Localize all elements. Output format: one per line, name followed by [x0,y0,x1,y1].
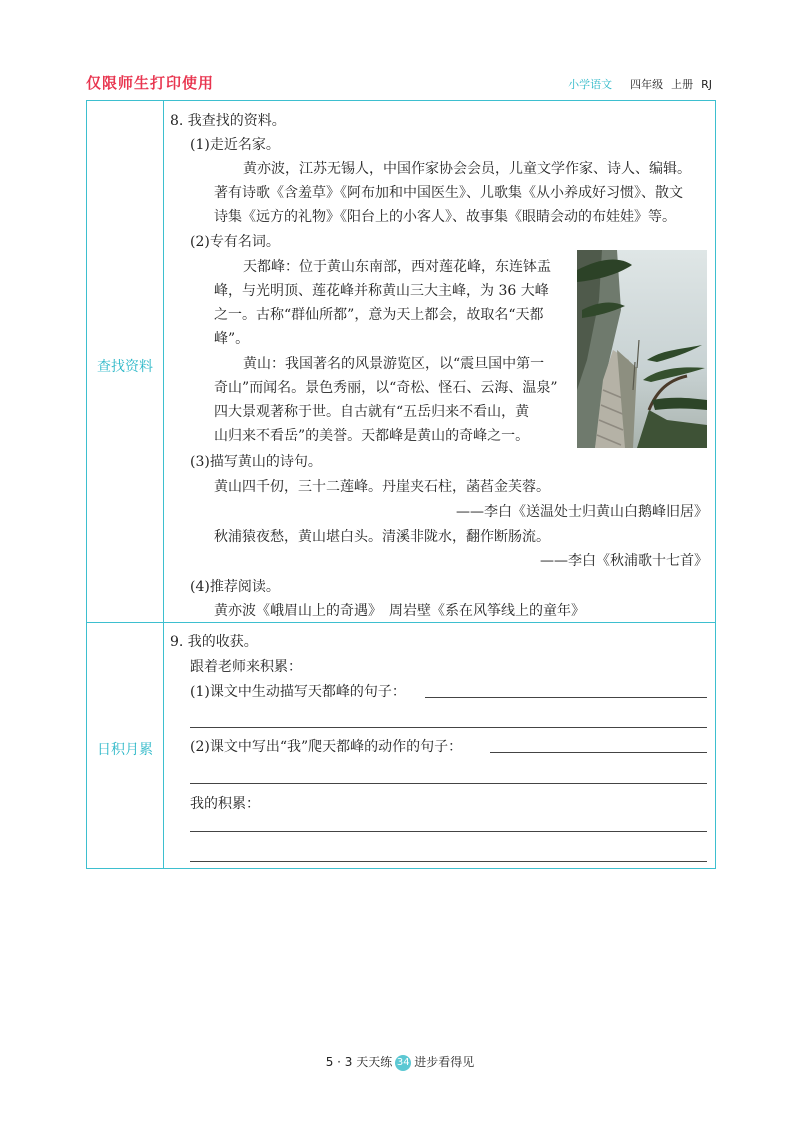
watermark-title: 仅限师生打印使用 [86,74,215,92]
section-title-8: 8. 我查找的资料。 [170,113,286,129]
poem-line: 黄山四千仞，三十二莲峰。丹崖夹石柱，菡萏金芙蓉。 [214,479,550,495]
answer-line[interactable] [190,727,707,728]
poem-source: ——李白《秋浦歌十七首》 [540,553,708,569]
paragraph-line: 峰，与光明顶、莲花峰并称黄山三大主峰，为 36 大峰 [214,283,549,299]
paragraph-line: 峰”。 [214,331,250,347]
answer-line[interactable] [425,697,707,698]
row-divider [87,622,715,623]
paragraph-line: 天都峰：位于黄山东南部，西对莲花峰，东连钵盂 [243,259,551,275]
paragraph-line: 四大景观著称于世。自古就有“五岳归来不看山，黄 [214,404,530,420]
poem-line: 秋浦猿夜愁，黄山堪白头。清溪非陇水，翻作断肠流。 [214,529,550,545]
answer-line[interactable] [190,831,707,832]
grade-label: 四年级 [630,78,664,91]
edition-label: RJ [701,78,712,91]
paragraph-line: 黄山：我国著名的风景游览区，以“震旦国中第一 [243,356,545,372]
footer-brand: 5 · 3 天天练 [325,1055,393,1069]
section-label-accumulation: 日积月累 [97,742,153,758]
section-label-research: 查找资料 [97,359,153,375]
paragraph-line: 诗集《远方的礼物》《阳台上的小客人》、故事集《眼睛会动的布娃娃》等。 [214,209,676,225]
page-number: 34 [395,1055,411,1071]
paragraph-line: 之一。古称“群仙所都”，意为天上都会，故取名“天都 [214,307,544,323]
volume-label: 上册 [671,78,694,91]
paragraph-line: 奇山”而闻名。景色秀丽，以“奇松、怪石、云海、温泉” [214,380,558,396]
my-accumulation-label: 我的积累： [190,796,260,812]
footer-slogan: 进步看得见 [414,1055,475,1069]
paragraph-line: 黄亦波，江苏无锡人，中国作家协会会员，儿童文学作家、诗人、编辑。 [243,161,691,177]
part1-heading: (1)走近名家。 [190,137,280,153]
answer-line[interactable] [190,861,707,862]
page-footer [0,1053,800,1071]
course-info [560,76,712,92]
recommended-books: 黄亦波《峨眉山上的奇遇》 周岩壁《系在风筝线上的童年》 [214,603,585,619]
huangshan-photo [577,250,707,448]
part4-heading: (4)推荐阅读。 [190,579,280,595]
question-2: (2)课文中写出“我”爬天都峰的动作的句子： [190,739,463,755]
answer-line[interactable] [490,752,707,753]
question-1: (1)课文中生动描写天都峰的句子： [190,684,406,700]
part3-heading: (3)描写黄山的诗句。 [190,454,322,470]
subject-label: 小学语文 [568,78,613,91]
poem-source: ——李白《送温处士归黄山白鹅峰旧居》 [456,504,708,520]
intro-text: 跟着老师来积累： [190,659,302,675]
section-title-9: 9. 我的收获。 [170,634,258,650]
part2-heading: (2)专有名词。 [190,234,280,250]
answer-line[interactable] [190,783,707,784]
paragraph-line: 山归来不看岳”的美誉。天都峰是黄山的奇峰之一。 [214,428,530,444]
paragraph-line: 著有诗歌《含羞草》《阿布加和中国医生》、儿歌集《从小养成好习惯》、散文 [214,185,683,201]
